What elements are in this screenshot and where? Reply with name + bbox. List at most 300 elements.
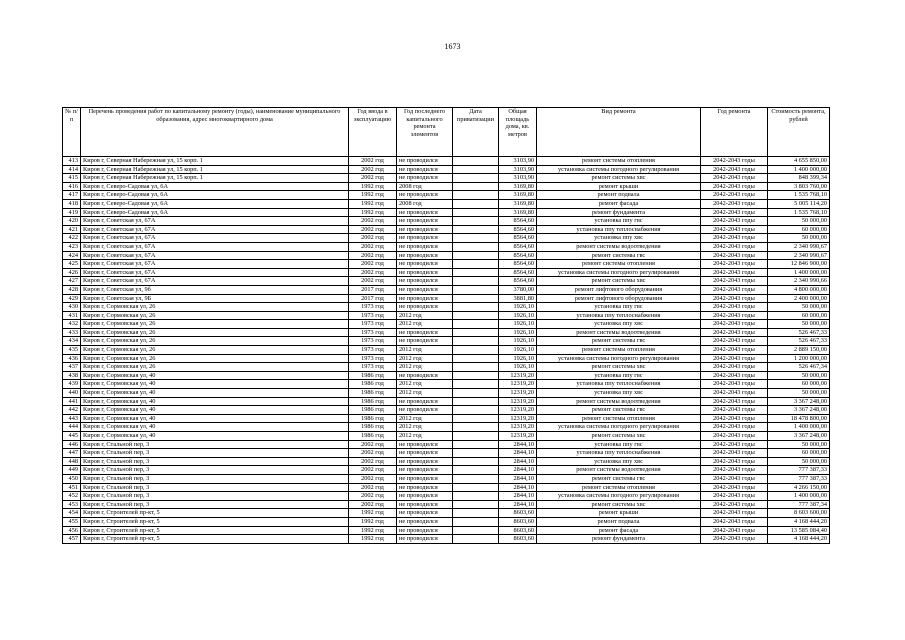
cell-last-repair: не проводился [397, 294, 453, 303]
cell-number: 442 [63, 406, 81, 415]
cell-area: 3103,90 [499, 174, 537, 183]
table-row [63, 440, 830, 449]
cell-cost: 526 467,34 [768, 363, 830, 372]
cell-number: 447 [63, 449, 81, 458]
cell-repair-type: установка системы погодного регулирования [537, 492, 701, 501]
cell-repair-year: 2042-2043 годы [701, 371, 768, 380]
cell-address: Киров г, Северо-Садовая ул, 6А [81, 199, 349, 208]
cell-number: 446 [63, 440, 81, 449]
cell-address: Киров г, Сормовская ул, 26 [81, 354, 349, 363]
cell-repair-type: установка ппу хвс [537, 320, 701, 329]
col-address-header: Перечень проведения работ по капитальному ремонту (годы), наименование муниципального образования, адрес многоквартирного дома [81, 108, 349, 157]
cell-area: 3103,90 [499, 165, 537, 174]
cell-repair-year: 2042-2043 годы [701, 285, 768, 294]
cell-commission-year: 2002 год [349, 449, 397, 458]
cell-repair-year: 2042-2043 годы [701, 242, 768, 251]
cell-cost: 1 400 000,00 [768, 268, 830, 277]
cell-repair-type: ремонт крыши [537, 182, 701, 191]
cell-repair-year: 2042-2043 годы [701, 449, 768, 458]
cell-commission-year: 2002 год [349, 500, 397, 509]
table-row [63, 354, 830, 363]
cell-commission-year: 2002 год [349, 174, 397, 183]
cell-commission-year: 1986 год [349, 432, 397, 441]
cell-number: 423 [63, 242, 81, 251]
cell-cost: 4 168 444,20 [768, 535, 830, 544]
cell-address: Киров г, Советская ул, 67А [81, 234, 349, 243]
cell-last-repair: не проводился [397, 260, 453, 269]
cell-cost: 5 005 114,20 [768, 199, 830, 208]
cell-last-repair: не проводился [397, 268, 453, 277]
cell-privatization [453, 191, 499, 200]
cell-last-repair: 2012 год [397, 414, 453, 423]
cell-address: Киров г, Советская ул, 9Б [81, 294, 349, 303]
cell-area: 3881,80 [499, 294, 537, 303]
cell-number: 437 [63, 363, 81, 372]
col-repair-year-header: Год ремонта [701, 108, 768, 157]
cell-commission-year: 1992 год [349, 208, 397, 217]
cell-repair-year: 2042-2043 годы [701, 483, 768, 492]
cell-area: 2844,10 [499, 457, 537, 466]
cell-repair-year: 2042-2043 годы [701, 337, 768, 346]
cell-cost: 12 846 900,00 [768, 260, 830, 269]
cell-commission-year: 1992 год [349, 509, 397, 518]
cell-address: Киров г, Стальной пер, 3 [81, 457, 349, 466]
cell-repair-year: 2042-2043 годы [701, 517, 768, 526]
cell-address: Киров г, Стальной пер, 3 [81, 440, 349, 449]
cell-repair-year: 2042-2043 годы [701, 346, 768, 355]
table-row [63, 474, 830, 483]
cell-commission-year: 1986 год [349, 406, 397, 415]
col-repair-type-header: Вид ремонта [537, 108, 701, 157]
cell-area: 2844,10 [499, 500, 537, 509]
cell-last-repair: не проводился [397, 337, 453, 346]
cell-repair-year: 2042-2043 годы [701, 182, 768, 191]
cell-last-repair: не проводился [397, 277, 453, 286]
cell-cost: 3 367 248,00 [768, 432, 830, 441]
cell-number: 420 [63, 217, 81, 226]
cell-repair-type: установка ппу гвс [537, 371, 701, 380]
cell-number: 431 [63, 311, 81, 320]
cell-commission-year: 2002 год [349, 225, 397, 234]
table-row [63, 526, 830, 535]
cell-number: 414 [63, 165, 81, 174]
cell-commission-year: 1992 год [349, 526, 397, 535]
col-number-header: № п/п [63, 108, 81, 157]
cell-area: 12319,20 [499, 389, 537, 398]
cell-privatization [453, 165, 499, 174]
cell-address: Киров г, Сормовская ул, 26 [81, 320, 349, 329]
cell-last-repair: 2012 год [397, 389, 453, 398]
cell-area: 1926,10 [499, 311, 537, 320]
cell-repair-year: 2042-2043 годы [701, 199, 768, 208]
cell-commission-year: 1973 год [349, 328, 397, 337]
cell-last-repair: не проводился [397, 492, 453, 501]
cell-repair-year: 2042-2043 годы [701, 157, 768, 166]
cell-last-repair: не проводился [397, 208, 453, 217]
cell-last-repair: не проводился [397, 251, 453, 260]
cell-commission-year: 2002 год [349, 268, 397, 277]
cell-repair-year: 2042-2043 годы [701, 466, 768, 475]
cell-privatization [453, 389, 499, 398]
cell-number: 430 [63, 303, 81, 312]
cell-repair-type: ремонт крыши [537, 509, 701, 518]
cell-last-repair: не проводился [397, 285, 453, 294]
cell-area: 8564,60 [499, 225, 537, 234]
table-row [63, 268, 830, 277]
cell-privatization [453, 466, 499, 475]
cell-area: 12319,20 [499, 397, 537, 406]
cell-repair-type: ремонт системы отопления [537, 346, 701, 355]
cell-repair-type: установка ппу гвс [537, 440, 701, 449]
cell-repair-type: установка ппу хвс [537, 457, 701, 466]
cell-privatization [453, 406, 499, 415]
cell-commission-year: 2017 год [349, 285, 397, 294]
cell-privatization [453, 294, 499, 303]
cell-cost: 50 000,00 [768, 303, 830, 312]
cell-commission-year: 2002 год [349, 242, 397, 251]
cell-cost: 4 168 444,20 [768, 517, 830, 526]
cell-number: 439 [63, 380, 81, 389]
cell-number: 435 [63, 346, 81, 355]
cell-privatization [453, 242, 499, 251]
cell-area: 3169,80 [499, 199, 537, 208]
cell-repair-year: 2042-2043 годы [701, 294, 768, 303]
cell-privatization [453, 217, 499, 226]
cell-repair-type: ремонт системы хвс [537, 500, 701, 509]
cell-cost: 2 340 990,67 [768, 251, 830, 260]
cell-area: 1926,10 [499, 354, 537, 363]
cell-commission-year: 2002 год [349, 277, 397, 286]
cell-repair-type: ремонт системы хвс [537, 363, 701, 372]
cell-privatization [453, 397, 499, 406]
cell-cost: 1 400 000,00 [768, 423, 830, 432]
cell-commission-year: 1992 год [349, 517, 397, 526]
cell-commission-year: 2002 год [349, 440, 397, 449]
col-privatization-header: Дата приватизации [453, 108, 499, 157]
cell-last-repair: не проводился [397, 406, 453, 415]
cell-area: 8564,60 [499, 242, 537, 251]
cell-number: 422 [63, 234, 81, 243]
cell-number: 424 [63, 251, 81, 260]
table-row [63, 217, 830, 226]
cell-area: 12319,20 [499, 423, 537, 432]
cell-cost: 3 367 248,00 [768, 397, 830, 406]
cell-commission-year: 2002 год [349, 457, 397, 466]
cell-commission-year: 1973 год [349, 311, 397, 320]
cell-address: Киров г, Сормовская ул, 40 [81, 371, 349, 380]
cell-area: 12319,20 [499, 432, 537, 441]
cell-repair-year: 2042-2043 годы [701, 500, 768, 509]
cell-privatization [453, 509, 499, 518]
cell-privatization [453, 208, 499, 217]
cell-privatization [453, 526, 499, 535]
cell-cost: 1 200 000,00 [768, 354, 830, 363]
cell-repair-type: ремонт фасада [537, 199, 701, 208]
cell-address: Киров г, Стальной пер, 3 [81, 466, 349, 475]
cell-commission-year: 1986 год [349, 380, 397, 389]
cell-commission-year: 1992 год [349, 182, 397, 191]
cell-repair-year: 2042-2043 годы [701, 251, 768, 260]
cell-repair-year: 2042-2043 годы [701, 328, 768, 337]
cell-last-repair: 2012 год [397, 354, 453, 363]
table-row [63, 285, 830, 294]
table-row [63, 199, 830, 208]
cell-address: Киров г, Строителей пр-кт, 5 [81, 509, 349, 518]
cell-cost: 13 585 084,40 [768, 526, 830, 535]
cell-last-repair: 2012 год [397, 346, 453, 355]
cell-number: 443 [63, 414, 81, 423]
cell-privatization [453, 483, 499, 492]
cell-area: 1926,10 [499, 346, 537, 355]
cell-commission-year: 2002 год [349, 260, 397, 269]
cell-repair-year: 2042-2043 годы [701, 191, 768, 200]
cell-last-repair: не проводился [397, 535, 453, 544]
cell-commission-year: 2002 год [349, 483, 397, 492]
table-header [63, 108, 830, 157]
cell-number: 449 [63, 466, 81, 475]
table-row [63, 466, 830, 475]
cell-address: Киров г, Стальной пер, 3 [81, 474, 349, 483]
cell-address: Киров г, Сормовская ул, 40 [81, 423, 349, 432]
cell-address: Киров г, Сормовская ул, 26 [81, 346, 349, 355]
table-row [63, 303, 830, 312]
cell-privatization [453, 517, 499, 526]
cell-last-repair: не проводился [397, 191, 453, 200]
cell-repair-year: 2042-2043 годы [701, 474, 768, 483]
cell-commission-year: 1986 год [349, 423, 397, 432]
cell-cost: 2 340 990,67 [768, 242, 830, 251]
cell-privatization [453, 251, 499, 260]
cell-last-repair: не проводился [397, 466, 453, 475]
cell-address: Киров г, Строителей пр-кт, 5 [81, 517, 349, 526]
cell-number: 452 [63, 492, 81, 501]
table-row [63, 449, 830, 458]
table-row [63, 492, 830, 501]
cell-address: Киров г, Советская ул, 67А [81, 277, 349, 286]
cell-last-repair: не проводился [397, 174, 453, 183]
cell-repair-year: 2042-2043 годы [701, 165, 768, 174]
cell-cost: 50 000,00 [768, 320, 830, 329]
cell-repair-type: ремонт системы отопления [537, 414, 701, 423]
cell-number: 432 [63, 320, 81, 329]
cell-area: 8603,60 [499, 517, 537, 526]
cell-cost: 60 000,00 [768, 380, 830, 389]
cell-repair-type: ремонт системы отопления [537, 483, 701, 492]
cell-last-repair: не проводился [397, 303, 453, 312]
cell-address: Киров г, Советская ул, 67А [81, 260, 349, 269]
cell-repair-year: 2042-2043 годы [701, 406, 768, 415]
table-row [63, 225, 830, 234]
cell-area: 8564,60 [499, 251, 537, 260]
cell-last-repair: не проводился [397, 526, 453, 535]
table-row [63, 251, 830, 260]
cell-repair-type: ремонт фундамента [537, 535, 701, 544]
cell-area: 1926,10 [499, 303, 537, 312]
cell-area: 3780,00 [499, 285, 537, 294]
cell-area: 2844,10 [499, 440, 537, 449]
cell-number: 417 [63, 191, 81, 200]
cell-area: 12319,20 [499, 380, 537, 389]
table-row [63, 483, 830, 492]
cell-repair-type: ремонт системы гвс [537, 406, 701, 415]
cell-privatization [453, 277, 499, 286]
cell-repair-type: ремонт лифтового оборудования [537, 294, 701, 303]
cell-address: Киров г, Северная Набережная ул, 15 корп. 1 [81, 165, 349, 174]
cell-cost: 4 800 000,00 [768, 285, 830, 294]
cell-area: 8603,60 [499, 526, 537, 535]
cell-last-repair: 2012 год [397, 423, 453, 432]
cell-number: 444 [63, 423, 81, 432]
cell-address: Киров г, Сормовская ул, 26 [81, 328, 349, 337]
cell-repair-year: 2042-2043 годы [701, 225, 768, 234]
cell-address: Киров г, Сормовская ул, 26 [81, 303, 349, 312]
cell-address: Киров г, Советская ул, 67А [81, 251, 349, 260]
cell-commission-year: 2017 год [349, 294, 397, 303]
cell-commission-year: 1973 год [349, 354, 397, 363]
cell-repair-type: ремонт системы водоотведения [537, 242, 701, 251]
cell-last-repair: 2012 год [397, 363, 453, 372]
cell-address: Киров г, Стальной пер, 3 [81, 483, 349, 492]
cell-address: Киров г, Строителей пр-кт, 5 [81, 526, 349, 535]
cell-repair-type: ремонт системы отопления [537, 260, 701, 269]
cell-address: Киров г, Сормовская ул, 40 [81, 414, 349, 423]
cell-last-repair: не проводился [397, 500, 453, 509]
cell-cost: 50 000,00 [768, 234, 830, 243]
table-row [63, 320, 830, 329]
cell-last-repair: не проводился [397, 242, 453, 251]
table-row [63, 311, 830, 320]
cell-number: 421 [63, 225, 81, 234]
cell-last-repair: 2008 год [397, 182, 453, 191]
cell-cost: 3 367 248,00 [768, 406, 830, 415]
cell-repair-type: ремонт системы гвс [537, 337, 701, 346]
cell-repair-type: ремонт системы отопления [537, 157, 701, 166]
cell-area: 1926,10 [499, 320, 537, 329]
cell-address: Киров г, Сормовская ул, 26 [81, 311, 349, 320]
table-row [63, 260, 830, 269]
cell-last-repair: 2012 год [397, 320, 453, 329]
cell-last-repair: не проводился [397, 234, 453, 243]
cell-area: 8603,60 [499, 535, 537, 544]
cell-address: Киров г, Сормовская ул, 26 [81, 337, 349, 346]
cell-repair-year: 2042-2043 годы [701, 234, 768, 243]
cell-privatization [453, 474, 499, 483]
cell-area: 8564,60 [499, 260, 537, 269]
cell-cost: 60 000,00 [768, 225, 830, 234]
cell-cost: 2 340 990,66 [768, 277, 830, 286]
cell-privatization [453, 423, 499, 432]
cell-repair-type: ремонт фундамента [537, 208, 701, 217]
cell-address: Киров г, Советская ул, 67А [81, 217, 349, 226]
cell-last-repair: не проводился [397, 217, 453, 226]
cell-privatization [453, 380, 499, 389]
cell-area: 12319,20 [499, 406, 537, 415]
cell-repair-year: 2042-2043 годы [701, 526, 768, 535]
cell-cost: 50 000,00 [768, 217, 830, 226]
table-row [63, 165, 830, 174]
cell-commission-year: 2002 год [349, 165, 397, 174]
header-row [63, 108, 830, 157]
cell-number: 451 [63, 483, 81, 492]
table-row [63, 337, 830, 346]
cell-area: 2844,10 [499, 492, 537, 501]
cell-privatization [453, 268, 499, 277]
cell-number: 426 [63, 268, 81, 277]
cell-cost: 526 467,33 [768, 328, 830, 337]
cell-area: 12319,20 [499, 371, 537, 380]
cell-address: Киров г, Северная Набережная ул, 15 корп. 1 [81, 174, 349, 183]
cell-repair-year: 2042-2043 годы [701, 423, 768, 432]
cell-area: 1926,10 [499, 363, 537, 372]
cell-number: 441 [63, 397, 81, 406]
cell-area: 3103,90 [499, 157, 537, 166]
cell-repair-year: 2042-2043 годы [701, 277, 768, 286]
cell-cost: 50 000,00 [768, 389, 830, 398]
cell-privatization [453, 303, 499, 312]
cell-number: 425 [63, 260, 81, 269]
cell-number: 438 [63, 371, 81, 380]
cell-repair-year: 2042-2043 годы [701, 414, 768, 423]
cell-privatization [453, 449, 499, 458]
cell-number: 429 [63, 294, 81, 303]
cell-last-repair: не проводился [397, 517, 453, 526]
cell-repair-year: 2042-2043 годы [701, 174, 768, 183]
cell-repair-type: ремонт системы хвс [537, 432, 701, 441]
cell-last-repair: не проводился [397, 225, 453, 234]
cell-commission-year: 2002 год [349, 474, 397, 483]
cell-commission-year: 1986 год [349, 397, 397, 406]
table-row [63, 157, 830, 166]
cell-repair-year: 2042-2043 годы [701, 303, 768, 312]
cell-number: 434 [63, 337, 81, 346]
cell-commission-year: 1973 год [349, 303, 397, 312]
cell-repair-year: 2042-2043 годы [701, 260, 768, 269]
col-area-header: Общая площадь дома, кв. метров [499, 108, 537, 157]
cell-cost: 2 889 150,00 [768, 346, 830, 355]
cell-commission-year: 1973 год [349, 363, 397, 372]
cell-repair-year: 2042-2043 годы [701, 535, 768, 544]
table-row [63, 500, 830, 509]
cell-address: Киров г, Сормовская ул, 40 [81, 380, 349, 389]
cell-repair-type: ремонт системы хвс [537, 277, 701, 286]
cell-address: Киров г, Стальной пер, 3 [81, 500, 349, 509]
cell-repair-year: 2042-2043 годы [701, 397, 768, 406]
cell-address: Киров г, Северная Набережная ул, 15 корп. 1 [81, 157, 349, 166]
table-row [63, 517, 830, 526]
table-row [63, 423, 830, 432]
table-row [63, 208, 830, 217]
cell-repair-type: ремонт лифтового оборудования [537, 285, 701, 294]
cell-number: 433 [63, 328, 81, 337]
cell-address: Киров г, Северо-Садовая ул, 6А [81, 191, 349, 200]
cell-repair-year: 2042-2043 годы [701, 208, 768, 217]
cell-repair-type: ремонт фасада [537, 526, 701, 535]
cell-cost: 60 000,00 [768, 449, 830, 458]
cell-area: 2844,10 [499, 483, 537, 492]
cell-area: 2844,10 [499, 474, 537, 483]
cell-privatization [453, 354, 499, 363]
cell-privatization [453, 492, 499, 501]
cell-repair-type: установка системы погодного регулирования [537, 268, 701, 277]
cell-privatization [453, 157, 499, 166]
cell-last-repair: не проводился [397, 397, 453, 406]
cell-address: Киров г, Сормовская ул, 40 [81, 389, 349, 398]
cell-last-repair: не проводился [397, 509, 453, 518]
table-row [63, 346, 830, 355]
cell-area: 8564,60 [499, 217, 537, 226]
cell-address: Киров г, Советская ул, 67А [81, 268, 349, 277]
cell-repair-type: ремонт системы водоотведения [537, 397, 701, 406]
